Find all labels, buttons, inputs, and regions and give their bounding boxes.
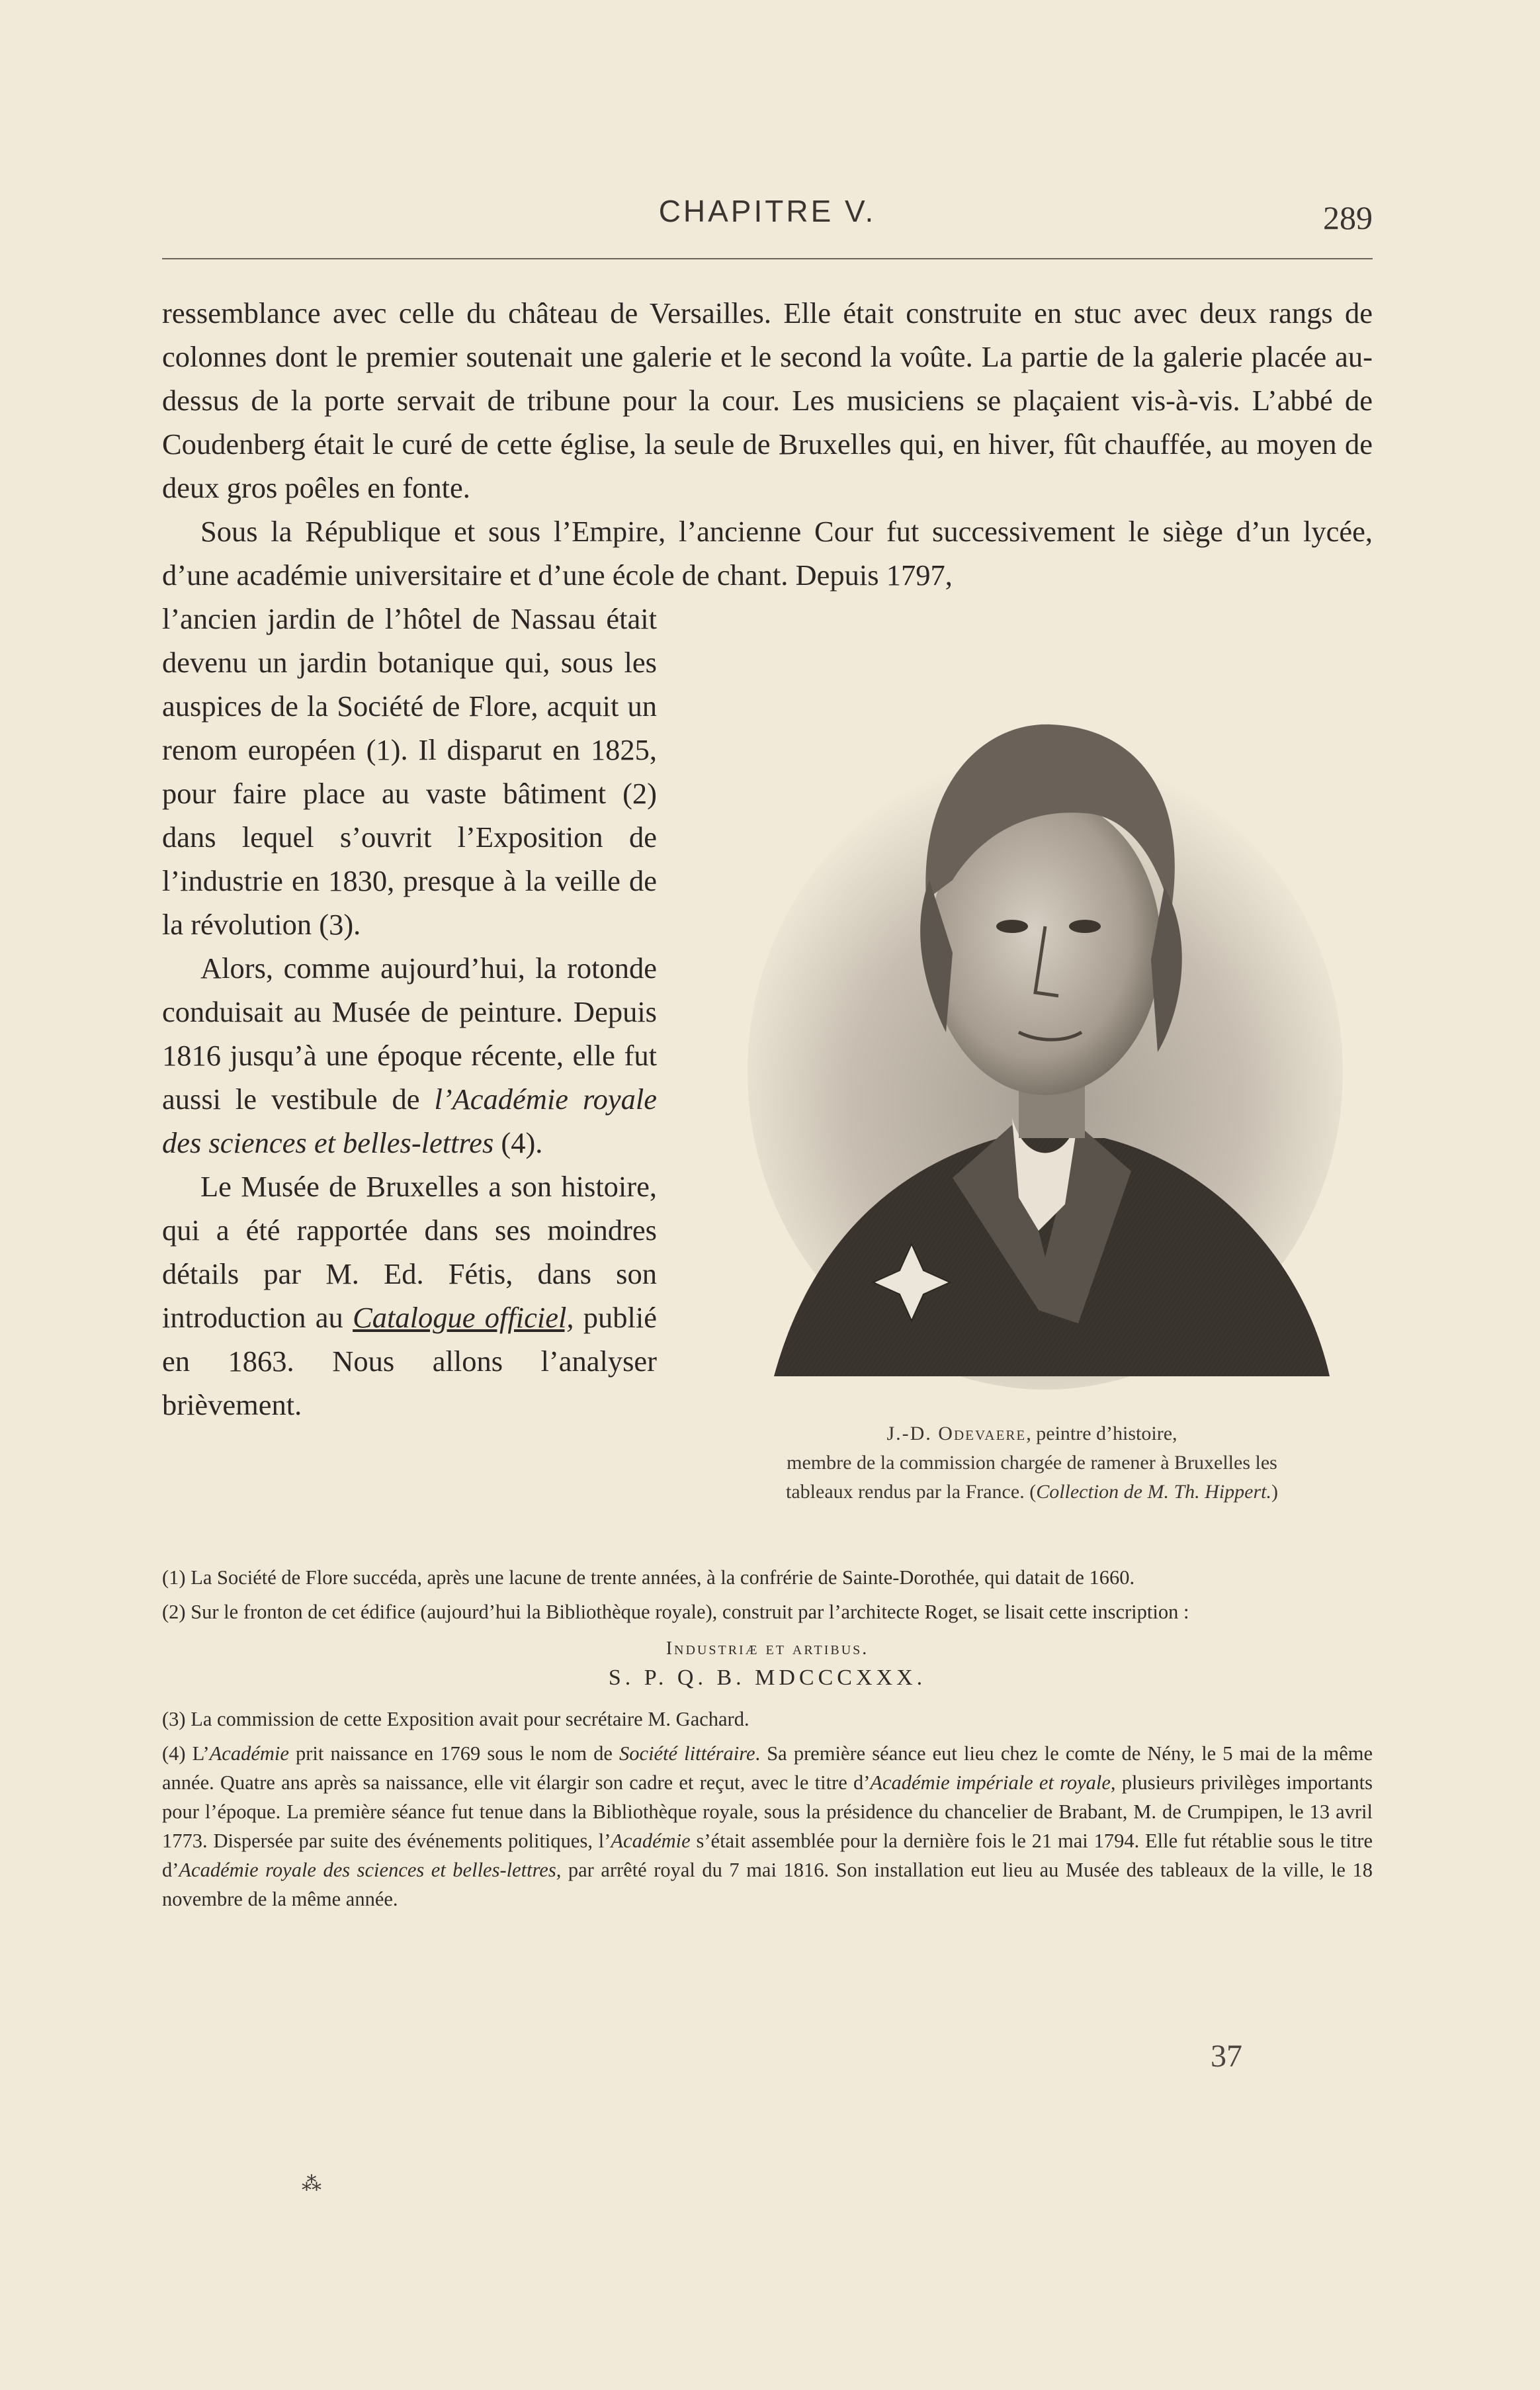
fn4-academie-1: Académie: [209, 1742, 289, 1765]
caption-collection: Collection de M. Th. Hippert.: [1036, 1481, 1271, 1503]
fn4-societe: Société littéraire: [619, 1742, 755, 1765]
signature-mark: 37: [1211, 2039, 1242, 2074]
fn4-part-d: plusieurs privilèges importants pour l’époque. La première séance fut tenue dans la Bibliothèque royale, sous la présidence du chancelier de Brabant, M. de Crumpipen, le 13 avril 1773. Dispersée par suite des événements politiques, l’: [162, 1771, 1373, 1852]
caption-line-3-text: tableaux rendus par la France. (: [786, 1481, 1037, 1503]
paragraph-2-continued: l’ancien jardin de l’hôtel de Nassau était devenu un jardin botanique qui, sous les auspices de la Société de Flore, acquit un renom européen (1). Il disparut en 1825, pour faire place au vaste bâtiment (2) dans lequel s’ouvrit l’Exposition de l’industrie en 1830, presque à la veille de la révolution (3).: [162, 602, 657, 941]
caption-line-1: [701, 1419, 1363, 1448]
fn4-part-a: (4) L’: [162, 1742, 210, 1765]
paragraph-4-end: publié en 1863. Nous allons l’analyser brièvement.: [162, 1301, 657, 1421]
caption-line-3: [701, 1478, 1363, 1507]
caption-role: , peintre d’histoire,: [1026, 1423, 1177, 1444]
paragraph-3: [162, 946, 657, 1165]
header-rule: [162, 258, 1373, 259]
paragraph-4-text: Le Musée de Bruxelles a son histoire, qui a été rapportée dans ses moindres détails par M. Ed. Fétis, dans son introduction au: [162, 1170, 657, 1334]
paragraph-2-start: Sous la République et sous l’Empire, l’ancienne Cour fut successivement le siège d’un lycée, d’une académie universitaire et d’une école de chant. Depuis 1797,: [162, 515, 1373, 592]
running-head: [162, 193, 1373, 240]
paragraph-4: [162, 1165, 657, 1427]
body-text-full-width: [162, 291, 1373, 597]
fn4-part-f: par arrêté royal du 7 mai 1816. Son installation eut lieu au Musée des tableaux de la ville, le 18 novembre de la même année.: [162, 1859, 1373, 1910]
academie-title: l’Académie royale des sciences et belles-lettres: [162, 1083, 658, 1159]
chapter-title: CHAPITRE V.: [658, 194, 877, 228]
caption-line-2: membre de la commission chargée de ramener à Bruxelles les: [787, 1452, 1277, 1474]
paragraph-3-text: Alors, comme aujourd’hui, la rotonde conduisait au Musée de peinture. Depuis 1816 jusqu’à une époque récente, elle fut aussi le vestibule de: [162, 952, 657, 1116]
paragraph-1: ressemblance avec celle du château de Versailles. Elle était construite en stuc avec deux rangs de colonnes dont le premier soutenait une galerie et le second la voûte. La partie de la galerie placée au-dessus de la porte servait de tribune pour la cour. Les musiciens se plaçaient vis-à-vis. L’abbé de Coudenberg était le curé de cette église, la seule de Bruxelles qui, en hiver, fût chauffée, au moyen de deux gros poêles en fonte.: [162, 296, 1373, 504]
fn4-part-e: s’était assemblée pour la dernière fois le 21 mai 1794. Elle fut rétablie sous le titre d’: [162, 1830, 1373, 1881]
portrait-engraving: [734, 662, 1363, 1399]
inscription-line-2: S. P. Q. B. MDCCCXXX.: [608, 1665, 927, 1690]
footnote-3: (3) La commission de cette Exposition avait pour secrétaire M. Gachard.: [162, 1708, 749, 1730]
inscription-line-1: Industriæ et artibus.: [665, 1638, 869, 1659]
footnotes: [162, 1563, 1373, 1919]
fn4-royale: Académie royale des sciences et belles-lettres,: [179, 1859, 562, 1881]
caption-close: ): [1271, 1481, 1278, 1503]
ornament-mark: ⁂: [302, 2173, 321, 2195]
page-number: 289: [1323, 199, 1373, 236]
catalogue-title: Catalogue officiel,: [353, 1301, 574, 1334]
caption-name: J.-D. Odevaere: [886, 1423, 1027, 1444]
portrait-caption: [701, 1419, 1363, 1507]
footnote-1: (1) La Société de Flore succéda, après une lacune de trente années, à la confrérie de Sainte-Dorothée, qui datait de 1660.: [162, 1566, 1135, 1589]
fn4-imperiale: Académie impériale et royale,: [870, 1771, 1116, 1794]
body-text-column: [162, 597, 657, 1427]
portrait-image: [734, 662, 1363, 1399]
footnote-4: [162, 1739, 1373, 1914]
fn4-part-b: prit naissance en 1769 sous le nom de: [288, 1742, 620, 1765]
fn4-academie-2: Académie: [611, 1830, 691, 1852]
fn4-part-c: . Sa première séance eut lieu chez le comte de Nény, le 5 mai de la même année. Quatre ans après sa naissance, elle vit élargir son cadre et reçut, avec le titre d’: [162, 1742, 1373, 1794]
paragraph-3-ref: (4).: [493, 1126, 543, 1159]
footnote-2: (2) Sur le fronton de cet édifice (aujourd’hui la Bibliothèque royale), construit par l’architecte Roget, se lisait cette inscription :: [162, 1601, 1189, 1623]
